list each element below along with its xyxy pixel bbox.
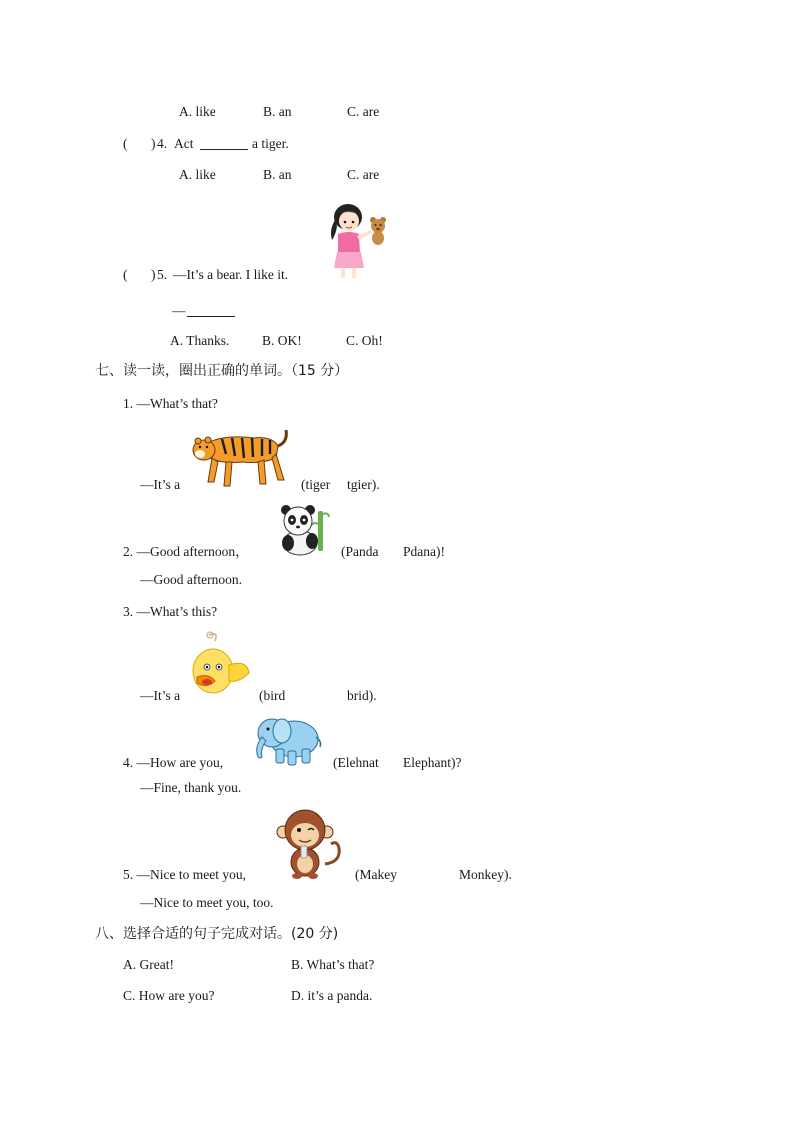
s7-item4-option-elehnat[interactable]: (Elehnat (333, 755, 379, 770)
bird-illustration (189, 631, 251, 699)
s7-item5-question: 5. —Nice to meet you, (123, 867, 246, 882)
s8-option-d: D. it’s a panda. (291, 988, 373, 1003)
s8-option-b: B. What’s that? (291, 957, 375, 972)
s7-item1-question: 1. —What’s that? (123, 396, 218, 411)
s7-item2-option-pdana[interactable]: Pdana)! (403, 544, 445, 559)
s7-item4-question: 4. —How are you, (123, 755, 224, 770)
s7-item4-answer: —Fine, thank you. (140, 780, 242, 795)
q5-text: —It’s a bear. I like it. (173, 267, 289, 282)
s7-item2-answer: —Good afternoon. (140, 572, 242, 587)
q3-option-c: C. are (347, 104, 380, 119)
q5-number: 5. (157, 267, 168, 282)
s7-item1-option-tgier[interactable]: tgier). (347, 477, 380, 492)
s7-item2-option-panda[interactable]: (Panda (341, 544, 379, 559)
section-8-heading: 八、选择合适的句子完成对话。(20 分) (95, 926, 339, 942)
q5-answer-paren-open[interactable]: ( (123, 267, 128, 282)
q3-option-a: A. like (179, 104, 216, 119)
elephant-illustration (250, 711, 322, 767)
monkey-illustration (275, 808, 345, 880)
s8-option-c: C. How are you? (123, 988, 215, 1003)
q4-text-before: Act (174, 136, 194, 151)
s7-item5-option-monkey[interactable]: Monkey). (459, 867, 512, 882)
q3-option-b: B. an (263, 104, 292, 119)
girl-with-teddy-bear-illustration (326, 202, 388, 284)
q4-number: 4. (157, 136, 168, 151)
s7-item3-question: 3. —What’s this? (123, 604, 218, 619)
q5-blank[interactable] (187, 304, 235, 317)
q4-answer-paren-open[interactable]: ( (123, 136, 128, 151)
q4-option-c: C. are (347, 167, 380, 182)
s7-item3-option-brid[interactable]: brid). (347, 688, 377, 703)
q4-option-b: B. an (263, 167, 292, 182)
q5-option-a: A. Thanks. (170, 333, 230, 348)
q4-text-after: a tiger. (252, 136, 289, 151)
s7-item5-answer: —Nice to meet you, too. (140, 895, 274, 910)
s7-item3-option-bird[interactable]: (bird (259, 688, 286, 703)
section-7-heading: 七、读一读，圈出正确的单词。（15 分） (95, 363, 349, 379)
s8-option-a: A. Great! (123, 957, 174, 972)
q5-option-b: B. OK! (262, 333, 302, 348)
q5-answer-paren-close: ) (151, 267, 156, 282)
s7-item5-option-makey[interactable]: (Makey (355, 867, 397, 882)
s7-item3-answer: —It’s a (140, 688, 181, 703)
s7-item1-answer: —It’s a (140, 477, 181, 492)
s7-item2-question: 2. —Good afternoon， (123, 544, 249, 559)
q5-reply-dash: — (172, 303, 186, 318)
tiger-illustration (192, 424, 290, 490)
panda-illustration (274, 503, 330, 557)
q4-option-a: A. like (179, 167, 216, 182)
q4-blank[interactable] (200, 137, 248, 150)
s7-item1-option-tiger[interactable]: (tiger (301, 477, 331, 492)
q5-option-c: C. Oh! (346, 333, 383, 348)
s7-item4-option-elephant[interactable]: Elephant)? (403, 755, 462, 770)
q4-answer-paren-close: ) (151, 136, 156, 151)
